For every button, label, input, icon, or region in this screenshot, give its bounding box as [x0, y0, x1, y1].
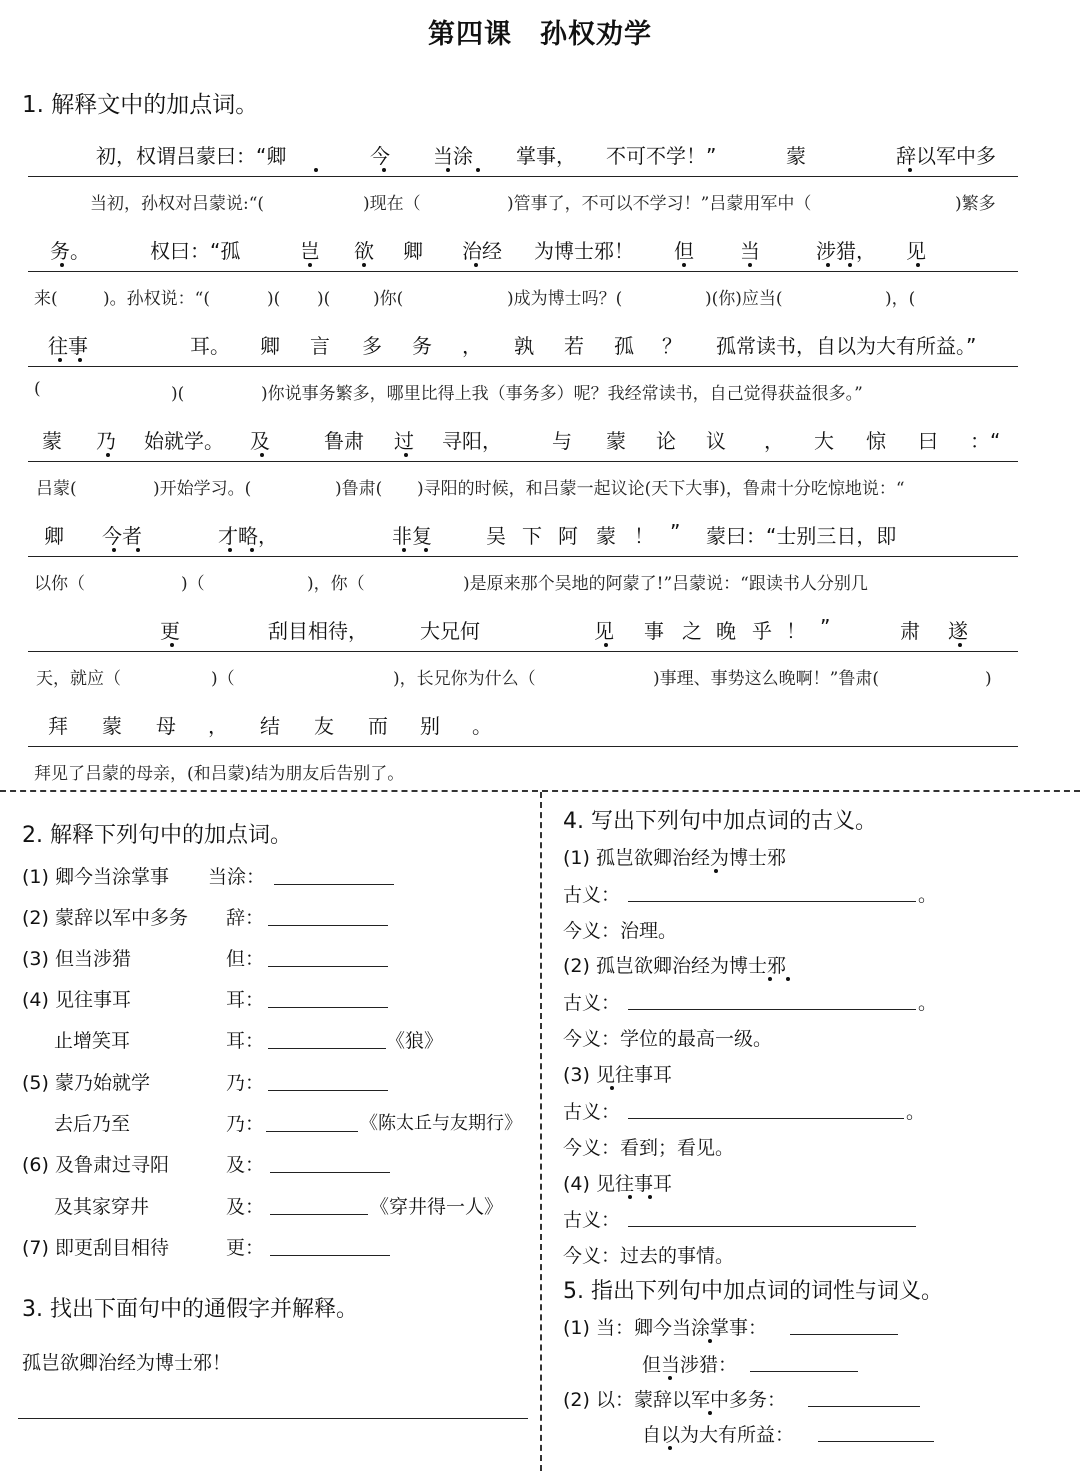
original-line-4	[28, 413, 1018, 462]
orig-seg: 孤常读书，自以为大有所益。”	[716, 334, 977, 358]
trans-seg: )，你（	[290, 574, 365, 594]
orig-seg: 往事	[48, 334, 88, 358]
original-line-3	[28, 318, 1018, 367]
orig-seg: ”	[670, 520, 681, 544]
orig-seg: 友	[314, 714, 334, 738]
q5-item: 自以为大有所益：	[642, 1424, 795, 1446]
section-divider-vertical	[540, 792, 542, 1471]
orig-seg: 当	[740, 239, 760, 263]
orig-seg: 涉猎，	[816, 239, 876, 263]
orig-seg: ：“	[970, 429, 1001, 453]
translation-line-1	[28, 177, 1018, 223]
trans-seg: 当初，孙权对吕蒙说:“(	[90, 194, 265, 214]
orig-seg: 蒙曰：“士别三日，即	[706, 524, 897, 548]
orig-seg: 掌事，	[516, 144, 576, 168]
q2-sentence: (2) 蒙辞以军中多务	[22, 907, 188, 929]
trans-seg: )是原来那个吴地的阿蒙了!”吕蒙说：“跟读书人分别几	[446, 574, 868, 594]
orig-seg: 。	[472, 714, 492, 738]
q2-source: 《穿井得一人》	[370, 1196, 504, 1218]
q2-label: 及：	[226, 1154, 265, 1176]
orig-seg: 蒙	[606, 429, 626, 453]
q2-sentence: (3) 但当涉猎	[22, 948, 131, 970]
q4-sentence: (3) 见往事耳	[563, 1064, 672, 1086]
answer-blank[interactable]	[274, 884, 394, 885]
orig-seg: 议	[706, 429, 726, 453]
q5-item: (2) 以：蒙辞以军中多务：	[563, 1389, 786, 1411]
q4-gu-label: 古义：	[563, 1101, 621, 1123]
orig-seg: 治经	[462, 239, 502, 263]
translation-line-3	[28, 367, 1018, 413]
orig-seg: 事	[644, 619, 664, 643]
orig-seg: 更	[160, 619, 180, 643]
q3-sentence: 孤岂欲卿治经为博士邪！	[22, 1352, 232, 1374]
q4-sentence: (1) 孤岂欲卿治经为博士邪	[563, 847, 786, 869]
trans-seg: )繁多	[938, 194, 996, 214]
q2-label: 辞：	[226, 907, 265, 929]
q5-heading: 5. 指出下列句中加点词的词性与词义。	[563, 1279, 943, 1304]
q2-label: 乃：	[226, 1113, 265, 1135]
orig-seg: 卿	[403, 239, 423, 263]
orig-seg: 寻阳，	[442, 429, 502, 453]
orig-seg: 为博士邪！	[534, 239, 634, 263]
period: 。	[918, 884, 938, 906]
orig-seg: ？	[662, 334, 682, 358]
orig-seg: 不可不学！”	[606, 144, 717, 168]
orig-seg: 母	[156, 714, 176, 738]
trans-seg: )	[968, 669, 992, 689]
trans-seg: )寻阳的时候，和吕蒙一起议论(天下大事)，鲁肃十分吃惊地说：“	[400, 479, 905, 499]
orig-seg: ，	[462, 334, 482, 358]
orig-seg: 曰	[918, 429, 938, 453]
q2-label: 耳：	[226, 989, 265, 1011]
orig-seg: 若	[564, 334, 584, 358]
original-line-6	[28, 603, 1018, 652]
trans-seg: 天，就应（	[36, 669, 121, 689]
q4-gu-label: 古义：	[563, 992, 621, 1014]
q4-sentence: (4) 见往事耳	[563, 1173, 672, 1195]
answer-blank[interactable]	[628, 901, 916, 902]
orig-seg: 多	[362, 334, 382, 358]
trans-seg: )（	[164, 574, 205, 594]
q2-source: 《陈太丘与友期行》	[360, 1113, 522, 1134]
orig-seg: 才略，	[218, 524, 278, 548]
original-line-7	[28, 698, 1018, 747]
q2-sentence: (5) 蒙乃始就学	[22, 1072, 150, 1094]
trans-seg: 吕蒙(	[36, 479, 77, 499]
q2-label: 耳：	[226, 1030, 265, 1052]
trans-seg: )(	[300, 289, 331, 309]
orig-seg: 务	[412, 334, 432, 358]
orig-seg: 卿	[260, 334, 280, 358]
translation-line-4	[28, 462, 1018, 508]
trans-seg: )鲁肃(	[318, 479, 383, 499]
trans-seg: )，长兄你为什么（	[376, 669, 536, 689]
trans-seg: )你说事务繁多，哪里比得上我（事务多）呢？我经常读书，自己觉得获益很多。”	[244, 384, 863, 404]
orig-seg: 但	[674, 239, 694, 263]
answer-blank[interactable]	[270, 1172, 390, 1173]
orig-seg: 蒙	[102, 714, 122, 738]
trans-seg: )开始学习。(	[136, 479, 252, 499]
orig-seg: 务。	[50, 239, 90, 263]
orig-seg: 蒙	[596, 524, 616, 548]
trans-seg: 以你（	[34, 574, 85, 594]
orig-seg: 当涂	[433, 144, 473, 168]
orig-seg: 言	[310, 334, 330, 358]
q4-gu-label: 古义：	[563, 884, 621, 906]
trans-seg: )成为博士吗？(	[490, 289, 623, 309]
orig-seg: 大兄何	[420, 619, 480, 643]
q4-jin: 今义：治理。	[563, 920, 678, 942]
orig-seg: 下	[522, 524, 542, 548]
orig-seg: 及	[250, 429, 270, 453]
orig-seg: 欲	[354, 239, 374, 263]
orig-seg: 耳。	[190, 334, 230, 358]
q2-sentence: (4) 见往事耳	[22, 989, 131, 1011]
orig-seg: 晚	[716, 619, 736, 643]
orig-seg: 始就学。	[144, 429, 224, 453]
trans-seg: )事理、事势这么晚啊！”鲁肃(	[636, 669, 879, 689]
orig-seg: ，	[208, 714, 228, 738]
translation-line-2	[28, 272, 1018, 318]
orig-seg: 乃	[96, 429, 116, 453]
orig-seg: 刮目相待，	[268, 619, 368, 643]
q5-item: (1) 当：卿今当涂掌事：	[563, 1317, 767, 1339]
orig-seg: 遂	[948, 619, 968, 643]
trans-seg: )（	[194, 669, 235, 689]
answer-blank[interactable]	[268, 1048, 386, 1049]
trans-seg: )。孙权说：“(	[86, 289, 210, 309]
q2-sentence: 止增笑耳	[54, 1030, 131, 1052]
answer-blank[interactable]	[18, 1418, 528, 1419]
trans-seg: )现在（	[346, 194, 421, 214]
orig-seg: ！	[786, 619, 806, 643]
q4-sentence: (2) 孤岂欲卿治经为博士邪	[563, 955, 786, 977]
answer-blank[interactable]	[818, 1441, 934, 1442]
q2-label: 及：	[226, 1196, 265, 1218]
page-title: 第四课 孙权劝学	[428, 19, 652, 50]
q4-jin: 今义：过去的事情。	[563, 1245, 735, 1267]
answer-blank[interactable]	[808, 1406, 920, 1407]
orig-seg: 鲁肃	[324, 429, 364, 453]
orig-seg: ！	[634, 524, 654, 548]
translation-line-5	[28, 557, 1018, 603]
orig-seg: ，	[764, 429, 784, 453]
orig-seg: 见	[594, 619, 614, 643]
q2-sentence: (7) 即更刮目相待	[22, 1237, 169, 1259]
answer-blank[interactable]	[268, 1090, 388, 1091]
orig-seg: 别	[420, 714, 440, 738]
q2-label: 乃：	[226, 1072, 265, 1094]
answer-blank[interactable]	[628, 1118, 904, 1119]
q3-heading: 3. 找出下面句中的通假字并解释。	[22, 1297, 358, 1322]
orig-seg: 大	[814, 429, 834, 453]
orig-seg: 今	[370, 144, 390, 168]
orig-seg: 孰	[514, 334, 534, 358]
period: 。	[906, 1101, 926, 1123]
orig-seg: 今者	[102, 524, 142, 548]
orig-seg: 辞以军中多	[896, 144, 996, 168]
trans-seg: )管事了，不可以不学习！”吕蒙用军中（	[490, 194, 812, 214]
orig-seg: 蒙	[786, 144, 806, 168]
translation-line-6	[28, 652, 1018, 698]
trans-seg: )，(	[868, 289, 916, 309]
q1-passage	[28, 128, 1018, 793]
orig-seg: 卿	[44, 524, 64, 548]
q4-gu-label: 古义：	[563, 1209, 621, 1231]
original-line-1	[28, 128, 1018, 177]
orig-seg: 岂	[300, 239, 320, 263]
answer-blank[interactable]	[268, 1007, 388, 1008]
answer-blank[interactable]	[268, 925, 388, 926]
answer-blank[interactable]	[266, 1131, 358, 1132]
q4-jin: 今义：学位的最高一级。	[563, 1028, 773, 1050]
answer-blank[interactable]	[628, 1009, 916, 1010]
orig-seg: 惊	[866, 429, 886, 453]
orig-seg: 吴	[486, 524, 506, 548]
answer-blank[interactable]	[628, 1226, 916, 1227]
orig-seg: 过	[394, 429, 414, 453]
period: 。	[918, 992, 938, 1014]
q4-heading: 4. 写出下列句中加点词的古义。	[563, 809, 877, 834]
orig-seg: 阿	[558, 524, 578, 548]
q2-sentence: 去后乃至	[54, 1113, 131, 1135]
orig-seg: ”	[820, 615, 831, 639]
orig-seg: 结	[260, 714, 280, 738]
orig-seg: 权曰：“孤	[150, 239, 241, 263]
answer-blank[interactable]	[270, 1214, 368, 1215]
original-line-2	[28, 223, 1018, 272]
trans-seg: )(	[250, 289, 281, 309]
q2-sentence: (1) 卿今当涂掌事	[22, 866, 169, 888]
orig-seg: 非复	[392, 524, 432, 548]
orig-seg: 拜	[48, 714, 68, 738]
trans-seg: )你(	[356, 289, 404, 309]
orig-seg: 蒙	[42, 429, 62, 453]
q2-label: 但：	[226, 948, 265, 970]
answer-blank[interactable]	[790, 1334, 898, 1335]
trans-seg: )(	[154, 384, 185, 404]
orig-seg: 与	[552, 429, 572, 453]
original-line-5	[28, 508, 1018, 557]
orig-seg: 孤	[614, 334, 634, 358]
orig-seg: 肃	[900, 619, 920, 643]
trans-seg: 拜见了吕蒙的母亲，(和吕蒙)结为朋友后告别了。	[34, 764, 405, 784]
q2-label: 更：	[226, 1237, 265, 1259]
q5-item: 但当涉猎：	[642, 1354, 738, 1376]
answer-blank[interactable]	[270, 1255, 390, 1256]
orig-seg: 见	[906, 239, 926, 263]
trans-seg: )(你)应当(	[688, 289, 783, 309]
trans-seg: 来(	[34, 289, 58, 309]
orig-seg: 乎	[752, 619, 772, 643]
translation-line-7	[28, 747, 1018, 793]
orig-seg: 初，权谓吕蒙曰：“卿	[96, 144, 287, 168]
orig-seg: 之	[682, 619, 702, 643]
answer-blank[interactable]	[750, 1371, 858, 1372]
q4-jin: 今义：看到；看见。	[563, 1137, 735, 1159]
orig-seg: 而	[368, 714, 388, 738]
q2-sentence: 及其家穿井	[54, 1196, 150, 1218]
orig-seg: 论	[656, 429, 676, 453]
q2-sentence: (6) 及鲁肃过寻阳	[22, 1154, 169, 1176]
q2-heading: 2. 解释下列句中的加点词。	[22, 823, 292, 848]
q1-heading: 1. 解释文中的加点词。	[22, 92, 259, 118]
q2-source: 《狼》	[386, 1030, 444, 1052]
answer-blank[interactable]	[268, 966, 388, 967]
q2-label: 当涂：	[208, 866, 266, 888]
trans-seg: (	[34, 379, 41, 399]
